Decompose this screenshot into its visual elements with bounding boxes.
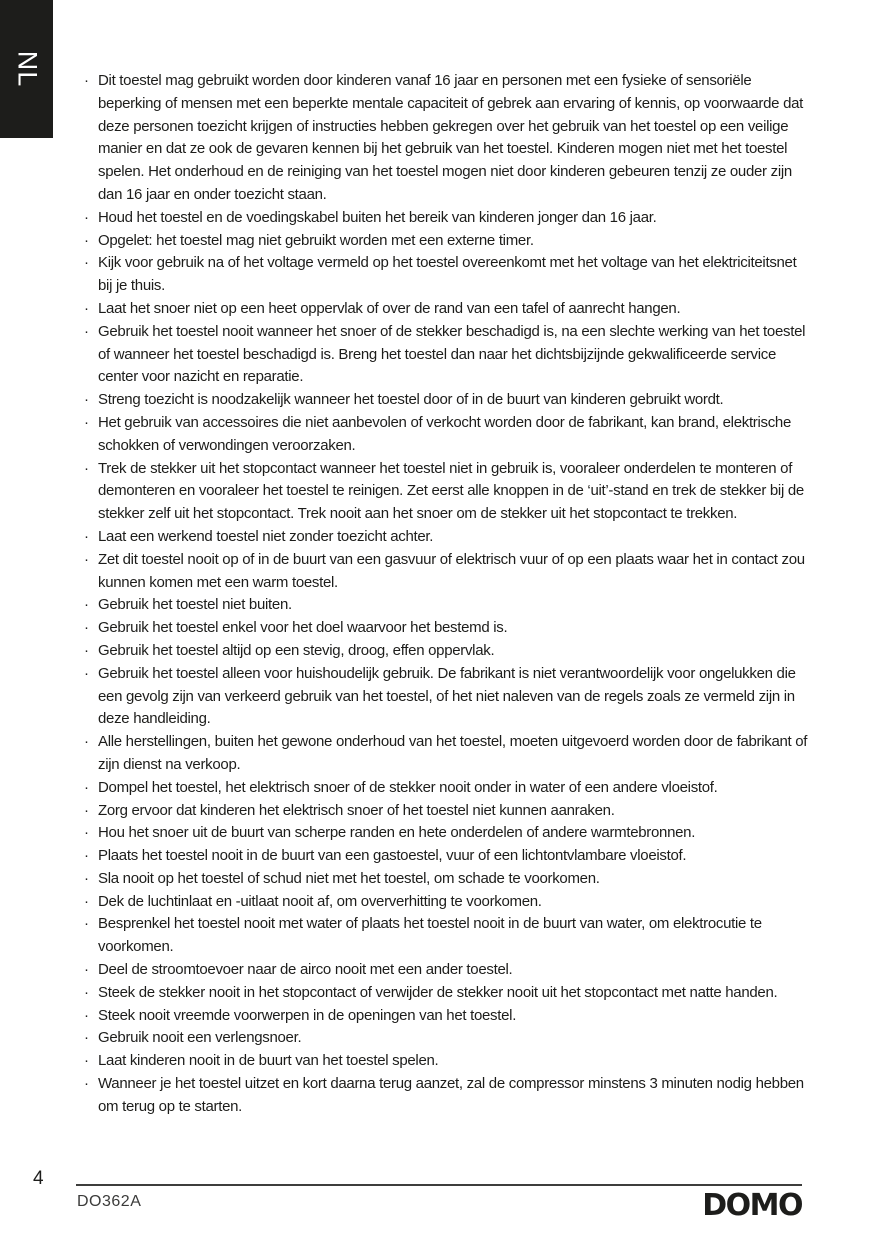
bullet-marker: · — [84, 231, 89, 249]
safety-list — [84, 70, 810, 1119]
list-item — [84, 822, 810, 845]
instruction-text: Steek de stekker nooit in het stopcontact of verwijder de stekker nooit uit het stopcontact met natte handen. — [98, 983, 778, 1001]
bullet-marker: · — [84, 254, 89, 272]
instruction-text: Steek nooit vreemde voorwerpen in de openingen van het toestel. — [98, 1006, 517, 1024]
bullet-marker: · — [84, 459, 89, 477]
instruction-text: Sla nooit op het toestel of schud niet met het toestel, om schade te voorkomen. — [98, 869, 600, 887]
list-item — [84, 640, 810, 663]
list-item — [84, 549, 810, 595]
bullet-marker: · — [84, 550, 89, 568]
bullet-marker: · — [84, 322, 89, 340]
instruction-text: Houd het toestel en de voedingskabel buiten het bereik van kinderen jonger dan 16 jaar. — [98, 208, 657, 226]
instruction-text: Gebruik het toestel nooit wanneer het snoer of de stekker beschadigd is, na een slechte werking van het toestel of wanneer het toestel beschadigd is. Breng het toestel dan naar het dichtsbijzijnde gekwalificeerde service center voor nazicht en reparatie. — [98, 322, 806, 386]
language-tab — [0, 0, 53, 138]
instruction-text: Deel de stroomtoevoer naar de airco nooit met een ander toestel. — [98, 961, 513, 979]
safety-instructions-section — [84, 70, 810, 1119]
instruction-text: Plaats het toestel nooit in de buurt van een gastoestel, vuur of een lichtontvlambare vloeistof. — [98, 847, 687, 865]
list-item — [84, 389, 810, 412]
list-item — [84, 777, 810, 800]
bullet-marker: · — [84, 1006, 89, 1024]
bullet-marker: · — [84, 961, 89, 979]
instruction-text: Kijk voor gebruik na of het voltage vermeld op het toestel overeenkomt met het voltage van het elektriciteitsnet bij je thuis. — [98, 254, 797, 295]
list-item — [84, 868, 810, 891]
bullet-marker: · — [84, 413, 89, 431]
instruction-text: Laat een werkend toestel niet zonder toezicht achter. — [98, 527, 434, 545]
instruction-text: Zorg ervoor dat kinderen het elektrisch snoer of het toestel niet kunnen aanraken. — [98, 801, 615, 819]
model-number: DO362A — [77, 1193, 142, 1210]
list-item — [84, 913, 810, 959]
instruction-text: Gebruik het toestel alleen voor huishoudelijk gebruik. De fabrikant is niet verantwoordelijk voor ongelukken die een gevolg zijn van verkeerd gebruik van het toestel, of het niet naleven van de regels zoals ze vermeld zijn in deze handleiding. — [98, 664, 796, 728]
instruction-text: Besprenkel het toestel nooit met water of plaats het toestel nooit in de buurt van water, om elektrocutie te voorkomen. — [98, 915, 762, 956]
instruction-text: Gebruik het toestel enkel voor het doel waarvoor het bestemd is. — [98, 619, 508, 637]
brand-logo: DOMO — [702, 1188, 802, 1223]
list-item — [84, 70, 810, 207]
bullet-marker: · — [84, 72, 89, 89]
list-item — [84, 412, 810, 458]
instruction-text: Alle herstellingen, buiten het gewone onderhoud van het toestel, moeten uitgevoerd worden door de fabrikant of zijn dienst na verkoop. — [98, 733, 808, 773]
instruction-text: Gebruik het toestel altijd op een stevig, droog, effen oppervlak. — [98, 641, 495, 659]
list-item — [84, 845, 810, 868]
bullet-marker: · — [84, 801, 89, 819]
instruction-text: Gebruik nooit een verlengsnoer. — [98, 1029, 302, 1047]
instruction-text: Wanneer je het toestel uitzet en kort daarna terug aanzet, zal de compressor minstens 3 minuten nodig hebben om terug op te starten. — [98, 1075, 804, 1115]
list-item — [84, 207, 810, 230]
bullet-marker: · — [84, 664, 89, 682]
bullet-marker: · — [84, 892, 89, 910]
instruction-text: Trek de stekker uit het stopcontact wanneer het toestel niet in gebruik is, vooraleer onderdelen te monteren of demonteren en vooraleer het toestel te reinigen. Zet eerst alle knoppen in de ‘uit’-stand en trek de stekker bij de stekker zelf uit het stopcontact. Trek nooit aan het snoer om de stekker uit het stopcontact te trekken. — [98, 459, 804, 523]
list-item — [84, 891, 810, 914]
list-item — [84, 1027, 810, 1050]
list-item — [84, 526, 810, 549]
list-item — [84, 800, 810, 823]
instruction-text: Laat het snoer niet op een heet oppervlak of over de rand van een tafel of aanrecht hangen. — [98, 299, 681, 317]
instruction-text: Dek de luchtinlaat en -uitlaat nooit af, om oververhitting te voorkomen. — [98, 892, 542, 910]
bullet-marker: · — [84, 299, 89, 317]
list-item — [84, 663, 810, 731]
instruction-text: Laat kinderen nooit in de buurt van het toestel spelen. — [98, 1052, 439, 1070]
bullet-marker: · — [84, 527, 89, 545]
list-item — [84, 594, 810, 617]
list-item — [84, 1005, 810, 1028]
footer-divider — [76, 1184, 802, 1186]
list-item — [84, 1050, 810, 1073]
bullet-marker: · — [84, 1075, 89, 1093]
list-item — [84, 321, 810, 389]
list-item — [84, 982, 810, 1005]
bullet-marker: · — [84, 869, 89, 887]
instruction-text: Het gebruik van accessoires die niet aanbevolen of verkocht worden door de fabrikant, kan brand, elektrische schokken of verwondingen veroorzaken. — [98, 413, 792, 454]
page-number: 4 — [33, 1168, 44, 1189]
bullet-marker: · — [84, 915, 89, 933]
bullet-marker: · — [84, 1052, 89, 1070]
instruction-text: Streng toezicht is noodzakelijk wanneer het toestel door of in de buurt van kinderen gebruikt wordt. — [98, 391, 724, 409]
list-item — [84, 458, 810, 526]
instruction-text: Dompel het toestel, het elektrisch snoer of de stekker nooit onder in water of een andere vloeistof. — [98, 778, 718, 796]
instruction-text: Zet dit toestel nooit op of in de buurt van een gasvuur of elektrisch vuur of op een plaats waar het in contact zou kunnen komen met een warm toestel. — [98, 550, 805, 591]
bullet-marker: · — [84, 596, 89, 614]
list-item — [84, 298, 810, 321]
bullet-marker: · — [84, 391, 89, 409]
list-item — [84, 731, 810, 777]
instruction-text: Gebruik het toestel niet buiten. — [98, 596, 292, 614]
list-item — [84, 1073, 810, 1119]
bullet-marker: · — [84, 983, 89, 1001]
list-item — [84, 252, 810, 298]
bullet-marker: · — [84, 208, 89, 226]
instruction-text: Dit toestel mag gebruikt worden door kinderen vanaf 16 jaar en personen met een fysieke of sensoriële beperking of mensen met een beperkte mentale capaciteit of gebrek aan ervaring of kennis, op voorwaarde dat deze personen toezicht krijgen of instructies hebben gekregen over het gebruik van het toestel op een veilige manier en dat ze ook de gevaren kennen bij het gebruik van het toestel. Kinderen mogen niet met het toestel spelen. Het onderhoud en de reiniging van het toestel mogen niet door kinderen gebeuren tenzij ze ouder zijn dan 16 jaar en onder toezicht staan. — [98, 72, 804, 203]
bullet-marker: · — [84, 778, 89, 796]
instruction-text: Opgelet: het toestel mag niet gebruikt worden met een externe timer. — [98, 231, 534, 249]
list-item — [84, 230, 810, 253]
bullet-marker: · — [84, 733, 89, 751]
instruction-text: Hou het snoer uit de buurt van scherpe randen en hete onderdelen of andere warmtebronnen. — [98, 824, 696, 842]
bullet-marker: · — [84, 824, 89, 842]
bullet-marker: · — [84, 847, 89, 865]
language-tab-label: NL — [12, 50, 42, 88]
bullet-marker: · — [84, 1029, 89, 1047]
list-item — [84, 959, 810, 982]
list-item — [84, 617, 810, 640]
bullet-marker: · — [84, 619, 89, 637]
bullet-marker: · — [84, 641, 89, 659]
